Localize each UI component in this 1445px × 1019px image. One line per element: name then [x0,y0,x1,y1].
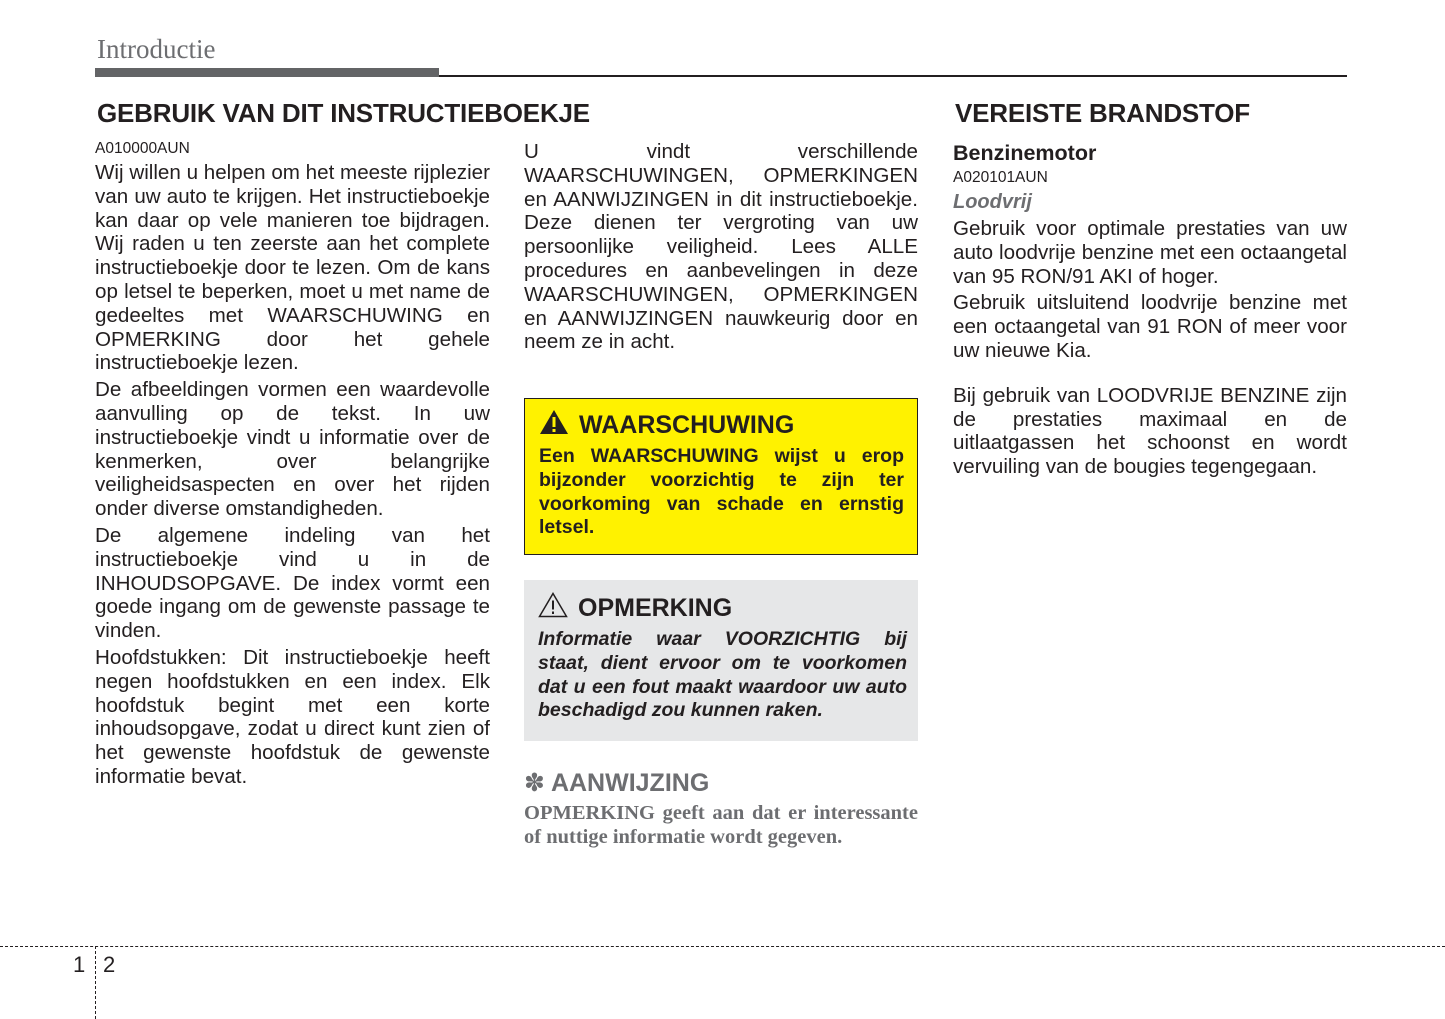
notice-text: Informatie waar VOORZICHTIG bij staat, dient ervoor om te voorkomen dat u een fout maakt waardoor uw auto beschadigd zou kunnen raken. [538,628,907,722]
header-rule-thick [95,68,439,77]
chapter-number: 1 [73,952,86,977]
column-right [953,140,1347,482]
footer-dashed-rule [0,946,1445,947]
tip-block [524,768,918,849]
header-rule-thin [439,75,1347,77]
notice-title-row [538,592,907,624]
tip-title: AANWIJZING [550,769,710,797]
subheading-benzinemotor: Benzinemotor [953,141,1097,165]
paragraph: Wij willen u helpen om het meeste rijplezier van uw auto te krijgen. Het instructieboekje kan daar op vele manieren toe bijdragen. Wij raden u ten zeerste aan het complete instructieboekje door te lezen. Om de kans op letsel te beperken, moet u met name de gedeeltes met WAARSCHUWING en OPMERKING door het gehele instructieboekje lezen. [95,161,490,375]
subheading-loodvrij: Loodvrij [953,191,1032,213]
notice-title: OPMERKING [578,594,733,622]
paragraph: Gebruik uitsluitend loodvrije benzine met een octaangetal van 91 RON of meer voor uw nieuwe Kia. [953,291,1347,362]
section-code: A020101AUN [953,169,1048,186]
footer-dashed-divider [95,946,96,1019]
warning-box [524,398,918,555]
heading-instructieboekje: GEBRUIK VAN DIT INSTRUCTIEBOEKJE [97,98,590,128]
heading-brandstof: VEREISTE BRANDSTOF [955,98,1250,128]
paragraph: De algemene indeling van het instructieboekje vind u in de INHOUDSOPGAVE. De index vormt een goede ingang om de gewenste passage te vinden. [95,523,490,643]
column-middle [524,140,918,357]
tip-text: OPMERKING geeft aan dat er interessante of nuttige informatie wordt gegeven. [524,802,918,848]
notice-box [524,580,918,741]
warning-title: WAARSCHUWING [579,411,795,439]
section-title: Introductie [97,34,216,64]
paragraph: De afbeeldingen vormen een waardevolle aanvulling op de tekst. In uw instructieboekje vindt u informatie over de kenmerken, over belangrijke veiligheidsaspecten en over het rijden onder diverse omstandigheden. [95,378,490,521]
asterisk-icon: ✽ [524,769,545,797]
paragraph: Bij gebruik van LOODVRIJE BENZINE zijn de prestaties maximaal en de uitlaatgassen het schoonst en wordt vervuiling van de bougies tegengegaan. [953,383,1347,479]
tip-title-row [524,768,918,798]
page-number: 2 [103,952,116,977]
paragraph: Gebruik voor optimale prestaties van uw auto loodvrije benzine met een octaangetal van 95 RON/91 AKI of hoger. [953,217,1347,288]
paragraph: Hoofdstukken: Dit instructieboekje heeft negen hoofdstukken en een index. Elk hoofdstuk begint met een korte inhoudsopgave, zodat u direct kunt zien of het gewenste hoofdstuk de gewenste informatie bevat. [95,645,490,788]
column-left [95,140,490,792]
paragraph: U vindt verschillende WAARSCHUWINGEN, OPMERKINGEN en AANWIJZINGEN in dit instructieboekje. Deze dienen ter vergroting van uw persoonlijke veiligheid. Lees ALLE procedures en aanbevelingen in deze WAARSCHUWINGEN, OPMERKINGEN en AANWIJZINGEN nauwkeurig door en neem ze in acht. [524,140,918,354]
warning-title-row [539,409,904,441]
warning-text: Een WAARSCHUWING wijst u erop bijzonder voorzichtig te zijn ter voorkoming van schade en ernstig letsel. [539,445,904,539]
warning-triangle-icon [539,409,569,441]
caution-triangle-icon [538,592,568,624]
section-code: A010000AUN [95,140,190,157]
